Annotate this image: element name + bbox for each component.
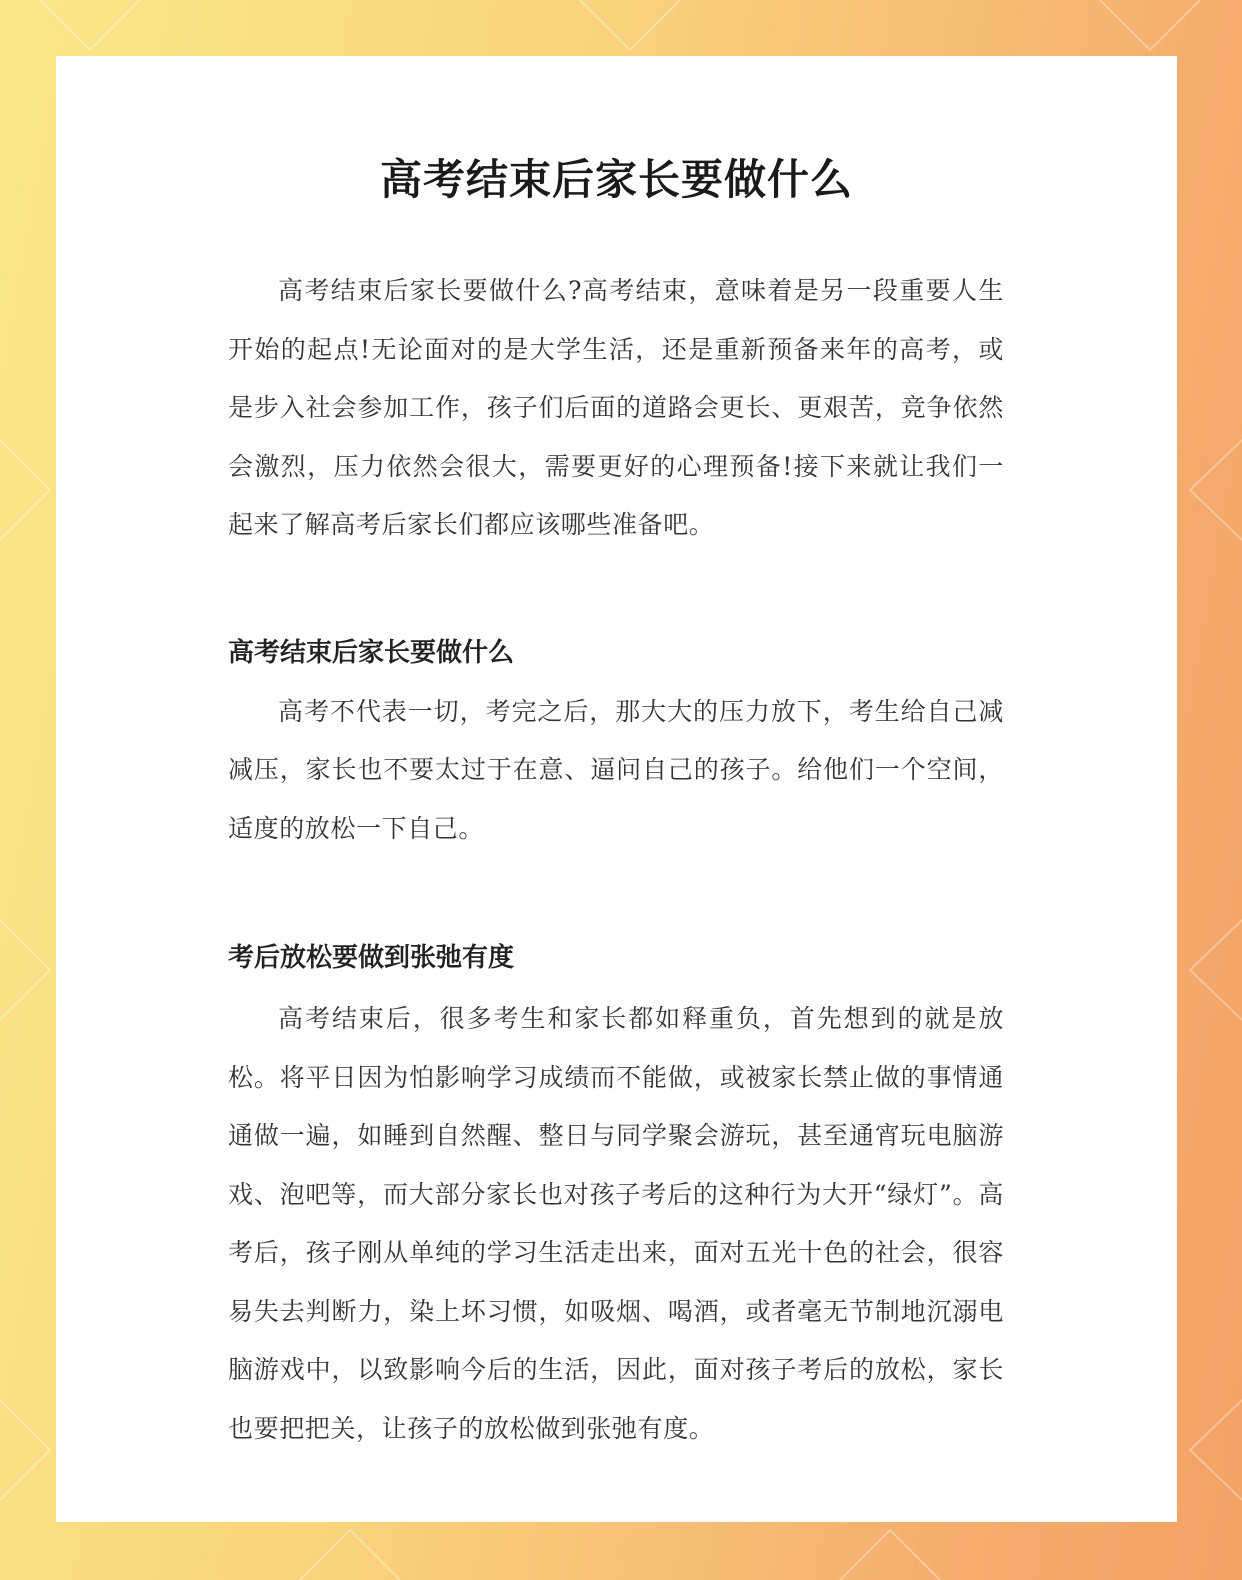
section-paragraph: 高考不代表一切，考完之后，那大大的压力放下，考生给自己减减压，家长也不要太过于在意、逼问自己的孩子。给他们一个空间，适度的放松一下自己。 xyxy=(228,696,1004,843)
section-paragraph: 高考结束后，很多考生和家长都如释重负，首先想到的就是放松。将平日因为怕影响学习成绩而不能做，或被家长禁止做的事情通通做一遍，如睡到自然醒、整日与同学聚会游玩，甚至通宵玩电脑游戏、泡吧等，而大部分家长也对孩子考后的这种行为大开“绿灯”。高考后，孩子刚从单纯的学习生活走出来，面对五光十色的社会，很容易失去判断力，染上坏习惯，如吸烟、喝酒，或者毫无节制地沉溺电脑游戏中，以致影响今后的生活，因此，面对孩子考后的放松，家长也要把把关，让孩子的放松做到张弛有度。 xyxy=(228,1004,1004,1443)
section-heading: 高考结束后家长要做什么 xyxy=(228,637,515,668)
document-title: 高考结束后家长要做什么 xyxy=(379,155,853,204)
section-heading: 考后放松要做到张弛有度 xyxy=(228,943,515,973)
document-body xyxy=(228,262,1004,1458)
intro-paragraph: 高考结束后家长要做什么?高考结束，意味着是另一段重要人生开始的起点!无论面对的是大学生活，还是重新预备来年的高考，或是步入社会参加工作，孩子们后面的道路会更长、更艰苦，竞争依然会激烈，压力依然会很大，需要更好的心理预备!接下来就让我们一起来了解高考后家长们都应该哪些准备吧。 xyxy=(228,276,1004,539)
document-page xyxy=(56,56,1177,1522)
